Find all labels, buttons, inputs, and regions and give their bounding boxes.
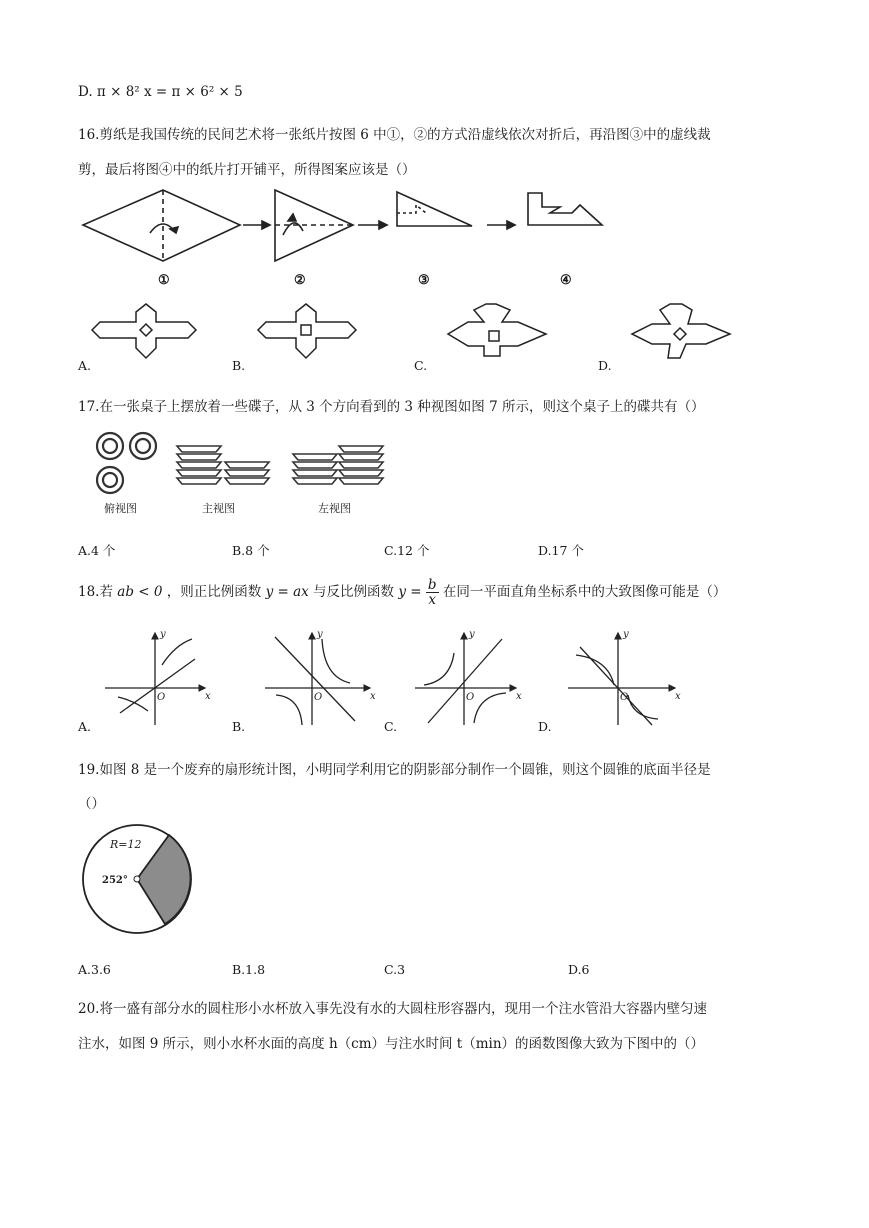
q17-option-b: B.8 个	[232, 543, 270, 558]
q20-stem-line2: 注水，如图 9 所示，则小水杯水面的高度 h（cm）与注水时间 t（min）的函数图像大致为下图中的（）	[78, 1036, 705, 1052]
angle-label: 252°	[102, 875, 128, 886]
q19-stem-line2: （）	[78, 796, 105, 812]
cut-shape	[528, 193, 602, 225]
q16-answer-shapes	[0, 300, 869, 370]
q16-option-d: D.	[598, 358, 612, 373]
graph-c-origin: O	[466, 692, 475, 703]
step-label-3: ③	[418, 273, 430, 288]
q19-option-d: D.6	[568, 962, 590, 977]
q17-stem: 17.在一张桌子上摆放着一些碟子，从 3 个方向看到的 3 种视图如图 7 所示，则这个桌子上的碟共有（）	[78, 399, 705, 415]
step-label-4: ④	[560, 273, 572, 288]
q19-option-c: C.3	[384, 962, 406, 977]
graph-b	[265, 633, 370, 725]
q18-fraction-den: x	[428, 592, 437, 608]
q16-option-a: A.	[78, 358, 92, 373]
q15-option-d: D. π × 8² x = π × 6² × 5	[78, 84, 243, 100]
q19-option-a: A.3.6	[78, 962, 111, 977]
step-label-2: ②	[294, 273, 306, 288]
rhombus-shape	[83, 190, 240, 261]
graph-c-x-label: x	[516, 691, 522, 702]
graph-d-origin: O	[620, 692, 629, 703]
q18-graphs	[0, 625, 869, 730]
graph-a-y-label: y	[160, 629, 166, 640]
q19-stem-line1: 19.如图 8 是一个废弃的扇形统计图，小明同学利用它的阴影部分制作一个圆锥，则这个圆锥的底面半径是	[78, 762, 711, 778]
q17-views-figure	[0, 428, 869, 498]
q18-fraction	[426, 578, 439, 607]
q17-option-a: A.4 个	[78, 543, 116, 558]
option-b-shape	[258, 304, 356, 358]
q18-option-b: B.	[232, 719, 246, 734]
q18-linear-function: y = ax	[265, 584, 309, 600]
radius-label: R=12	[110, 838, 142, 851]
graph-d-y-label: y	[623, 629, 629, 640]
graph-d	[568, 633, 675, 725]
graph-a	[105, 633, 205, 725]
q18-option-d: D.	[538, 719, 552, 734]
option-d-shape	[632, 304, 730, 358]
q18-condition: ab < 0	[117, 584, 163, 600]
option-c-shape	[448, 304, 546, 356]
q16-stem-line1: 16.剪纸是我国传统的民间艺术将一张纸片按图 6 中①，②的方式沿虚线依次对折后，再沿图③中的虚线裁	[78, 127, 711, 143]
q16-stem-line2: 剪，最后将图④中的纸片打开铺平，所得图案应该是（）	[78, 162, 416, 178]
q16-option-c: C.	[414, 358, 428, 373]
step-label-1: ①	[158, 273, 170, 288]
q17-option-d: D.17 个	[538, 543, 584, 558]
top-view-plates	[97, 433, 156, 493]
front-view-stacks	[177, 446, 269, 484]
q16-folding-steps-figure	[0, 185, 869, 295]
graph-c	[415, 633, 516, 725]
graph-a-x-label: x	[205, 691, 211, 702]
q18-option-c: C.	[384, 719, 398, 734]
top-view-label: 俯视图	[104, 502, 137, 515]
cut-line	[397, 205, 426, 213]
graph-b-origin: O	[314, 692, 323, 703]
graph-b-x-label: x	[370, 691, 376, 702]
q18-inverse-y: y =	[398, 584, 422, 600]
q18-option-a: A.	[78, 719, 92, 734]
graph-c-y-label: y	[469, 629, 475, 640]
q17-option-c: C.12 个	[384, 543, 430, 558]
q20-stem-line1: 20.将一盛有部分水的圆柱形小水杯放入事先没有水的大圆柱形容器内，现用一个注水管沿大容器内壁匀速	[78, 1001, 707, 1017]
option-a-shape	[92, 304, 196, 358]
q18-stem-b: ，则正比例函数	[166, 584, 262, 600]
q18-stem	[78, 578, 726, 607]
q19-option-b: B.1.8	[232, 962, 266, 977]
q18-stem-a: 18.若	[78, 584, 113, 600]
q18-fraction-num: b	[427, 577, 437, 593]
graph-a-origin: O	[157, 692, 166, 703]
q16-option-b: B.	[232, 358, 246, 373]
graph-d-x-label: x	[675, 691, 681, 702]
left-view-label: 左视图	[318, 502, 351, 515]
q18-stem-d: 在同一平面直角坐标系中的大致图像可能是（）	[442, 584, 727, 600]
front-view-label: 主视图	[202, 502, 235, 515]
q19-sector-figure	[80, 818, 210, 938]
left-view-stacks	[293, 446, 383, 484]
q18-stem-c: 与反比例函数	[313, 584, 395, 600]
graph-b-y-label: y	[317, 629, 323, 640]
folded-triangle-shape	[397, 192, 472, 226]
